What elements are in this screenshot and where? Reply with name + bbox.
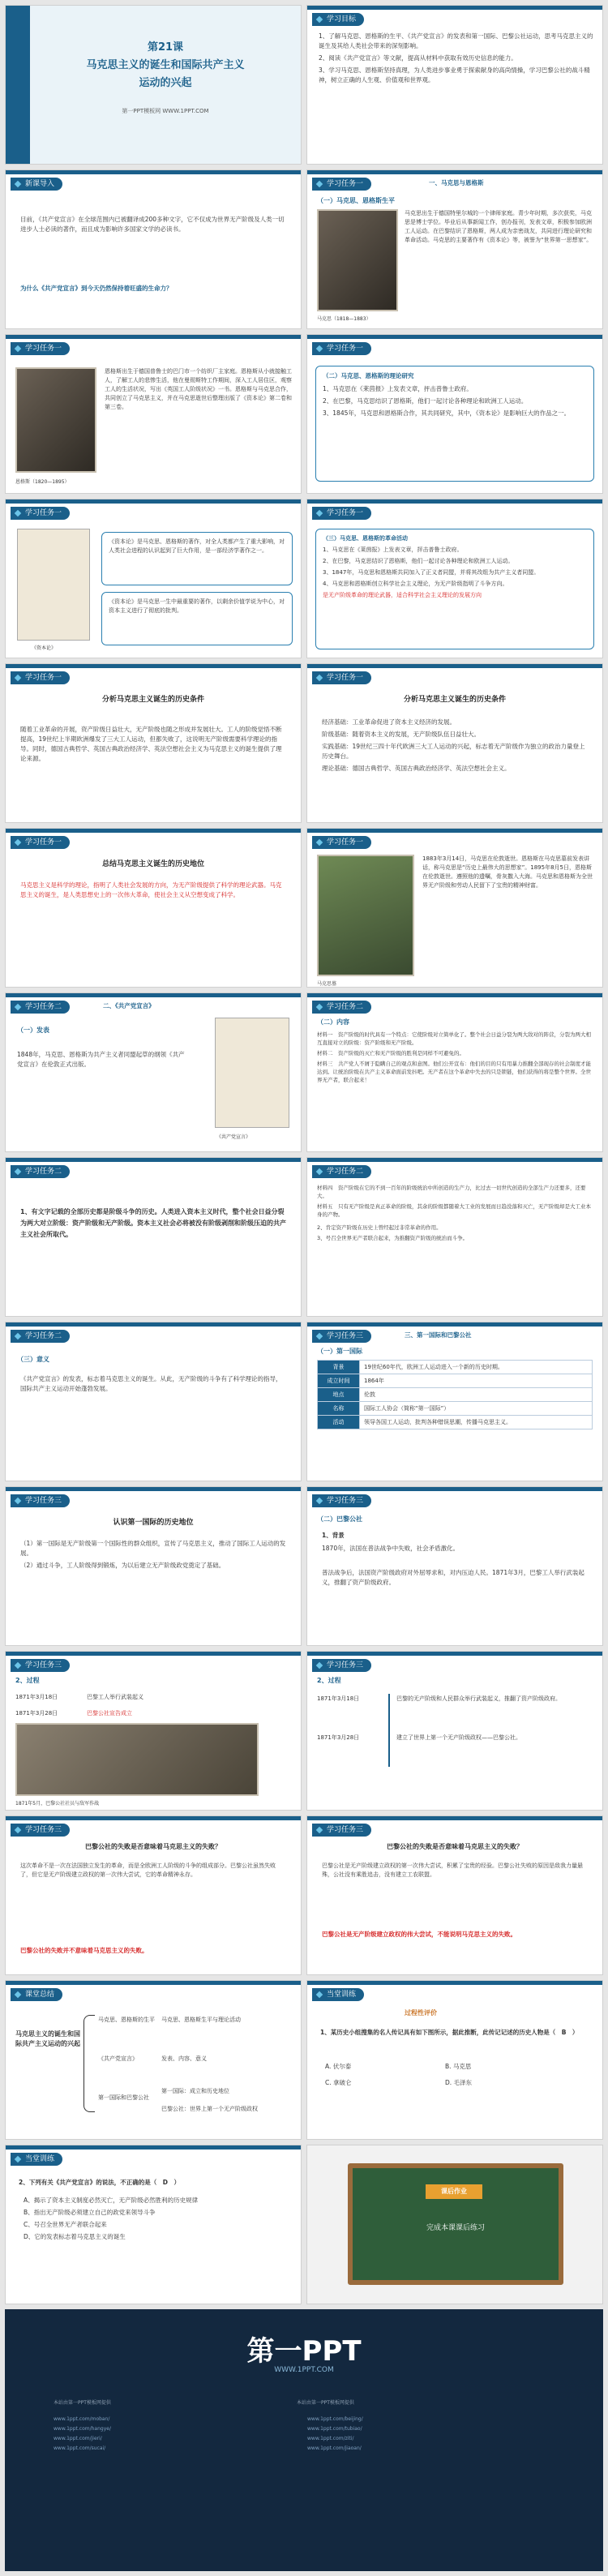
slide-title: 分析马克思主义诞生的历史条件 bbox=[101, 696, 204, 704]
slide-title: 总结马克思主义诞生的历史地位 bbox=[101, 860, 204, 868]
row-key: 背景 bbox=[318, 1361, 360, 1374]
leaf-2: 发表、内容、意义 bbox=[161, 2055, 207, 2062]
commune-background-slide bbox=[306, 1486, 603, 1646]
failure-conclusion: 巴黎公社是无产阶级建立政权的伟大尝试，不能说明马克思主义的失败。 bbox=[322, 1931, 516, 1938]
engels-slide bbox=[5, 334, 302, 494]
date-2: 1871年3月28日 bbox=[15, 1710, 58, 1717]
footer-col-2: 本站由第一PPT模板网提供 bbox=[297, 2400, 354, 2406]
chalkboard bbox=[348, 2163, 563, 2285]
footer-url: WWW.1PPT.COM bbox=[274, 2366, 334, 2374]
leaf-4: 巴黎公社：世界上第一个无产阶级政权 bbox=[161, 2106, 258, 2112]
slide-title: 巴黎公社的失败是否意味着马克思主义的失败？ bbox=[85, 1843, 221, 1850]
condition-item: 实践基础：19世纪三四十年代欧洲三大工人运动的兴起，标志着无产阶级作为独立的政治力量登上历史舞台。 bbox=[322, 743, 585, 760]
title-slide bbox=[5, 5, 302, 165]
activities-box bbox=[315, 529, 594, 649]
international-status-slide bbox=[5, 1486, 302, 1646]
section-title: 三、第一国际和巴黎公社 bbox=[405, 1331, 472, 1339]
slide-header: 当堂训练 bbox=[11, 2153, 62, 2166]
slide-header: 学习任务三 bbox=[11, 1494, 70, 1507]
event-1: 巴黎工人举行武装起义 bbox=[87, 1694, 143, 1700]
table-row bbox=[318, 1402, 593, 1416]
option-b: B、指出无产阶级必须建立自己的政党来领导斗争 bbox=[24, 2209, 156, 2216]
quote-box-2: 《资本论》是马克思一生中最重要的著作，以剩余价值学说为中心，对资本主义进行了彻底的批判。 bbox=[101, 592, 293, 645]
row-key: 成立时间 bbox=[318, 1374, 360, 1388]
marx-tomb-photo bbox=[317, 855, 414, 976]
slide-header: 学习任务一 bbox=[11, 671, 70, 684]
failure-question-slide bbox=[5, 1815, 302, 1975]
significance-slide bbox=[5, 1322, 302, 1481]
branch-3: 第一国际和巴黎公社 bbox=[98, 2094, 149, 2101]
row-value: 国际工人协会（简称“第一国际”） bbox=[360, 1402, 593, 1416]
quiz-question: 1、某历史小组搜集的名人传记具有如下图所示，据此推断，此传记记述的历史人物是（ B ） bbox=[320, 2029, 579, 2036]
slide-header: 学习任务二 bbox=[312, 1001, 371, 1014]
sub-heading: （二）内容 bbox=[317, 1018, 349, 1026]
marx-slide bbox=[306, 169, 603, 329]
material-item: 材料一 资产阶级的时代具有一个特点：它使阶级对立简单化了。整个社会日益分裂为两大敌对的阵营，分裂为两大相互直接对立的阶级：资产阶级和无产阶级。 bbox=[317, 1031, 591, 1046]
footer-link[interactable]: www.1ppt.com/ziti/ bbox=[307, 2436, 354, 2441]
leaf-3: 第一国际：成立和历史地位 bbox=[161, 2088, 229, 2094]
slide-header: 学习任务三 bbox=[312, 1330, 371, 1343]
slide-header: 学习任务一 bbox=[11, 836, 70, 849]
capital-slide bbox=[5, 499, 302, 658]
capital-book-image bbox=[17, 529, 90, 641]
material-item: 材料四 资产阶级在它的不到一百年的阶级统治中所创造的生产力，比过去一切世代创造的全部生产力还要多，还要大。 bbox=[317, 1185, 586, 1199]
footer-links bbox=[54, 2415, 556, 2454]
answer-item: 2、肯定资产阶级在历史上曾经起过非常革命的作用。 bbox=[317, 1224, 442, 1231]
leaf-1: 马克思、恩格斯生平与理论活动 bbox=[161, 2017, 241, 2023]
option-d: D. 毛泽东 bbox=[445, 2079, 473, 2086]
objective-item: 2、阅读《共产党宣言》等文献，提高从材料中获取有效历史信息的能力。 bbox=[319, 54, 517, 62]
footer-link[interactable]: www.1ppt.com/beijing/ bbox=[307, 2416, 363, 2422]
section-title: 一、马克思与恩格斯 bbox=[429, 179, 484, 186]
intro-question: 为什么《共产党宣言》到今天仍然保持着旺盛的生命力？ bbox=[20, 285, 173, 292]
status-list bbox=[20, 1539, 286, 1573]
footer-col-1: 本站由第一PPT模板网提供 bbox=[54, 2400, 111, 2406]
slide-header: 学习任务二 bbox=[312, 1165, 371, 1178]
activity-item: 1、马克思在《莱茵报》上发表文章，抨击普鲁士政府。 bbox=[323, 546, 463, 553]
row-value: 领导各国工人运动，批判各种错误思潮，传播马克思主义。 bbox=[360, 1416, 593, 1429]
assessment-badge: 过程性评价 bbox=[405, 2009, 437, 2017]
table-row bbox=[318, 1388, 593, 1402]
slide-header: 当堂训练 bbox=[312, 1988, 364, 2001]
sub-heading: （一）发表 bbox=[17, 1027, 49, 1034]
portrait-caption: 马克思（1818—1883） bbox=[317, 316, 371, 322]
slide-header: 学习任务一 bbox=[312, 507, 371, 520]
sub-heading: （二）马克思、恩格斯的理论研究 bbox=[323, 372, 414, 379]
slide-header: 课堂总结 bbox=[11, 1988, 62, 2001]
commune-process-slide bbox=[5, 1651, 302, 1811]
theory-item: 2、在巴黎，马克思结识了恩格斯，他们一起讨论各种理论和欧洲工人运动。 bbox=[323, 397, 528, 405]
event-2: 建立了世界上第一个无产阶级政权——巴黎公社。 bbox=[396, 1734, 521, 1741]
row-value: 19世纪60年代，欧洲工人运动进入一个新的历史时期。 bbox=[360, 1361, 593, 1374]
background-text-2: 普法战争后，法国资产阶级政府对外屈辱求和，对内压迫人民。1871年3月，巴黎工人举行武装起义，推翻了资产阶级政府。 bbox=[322, 1569, 584, 1586]
option-c: C. 拿破仑 bbox=[325, 2079, 352, 2086]
sub-heading: 2、过程 bbox=[15, 1677, 40, 1684]
activities-slide bbox=[306, 499, 603, 658]
footer-link[interactable]: www.1ppt.com/sucai/ bbox=[54, 2445, 106, 2451]
status-paragraph: 马克思主义是科学的理论，指明了人类社会发展的方向，为无产阶级提供了科学的理论武器。马克思主义的诞生，是人类思想史上的一次伟大革命，使社会主义从空想变成了科学。 bbox=[20, 881, 282, 898]
branch-2: 《共产党宣言》 bbox=[98, 2055, 138, 2062]
portrait-caption: 恩格斯（1820—1895） bbox=[15, 479, 70, 485]
book-caption: 《资本论》 bbox=[32, 645, 57, 651]
materials-slide bbox=[306, 1157, 603, 1317]
tomb-slide bbox=[306, 828, 603, 988]
material-item: 材料五 只有无产阶级是真正革命的阶级，其余的阶级都随着大工业的发展而日趋没落和灭亡，无产阶级却是大工业本身的产物。 bbox=[317, 1203, 591, 1218]
slide-header: 学习任务二 bbox=[11, 1001, 70, 1014]
theory-slide bbox=[306, 334, 603, 494]
brand-text: 第一PPT模板网 WWW.1PPT.COM bbox=[122, 108, 209, 114]
highlight-text: 是无产阶级革命的理论武器，适合科学社会主义理论的发展方向 bbox=[323, 592, 482, 598]
date-1: 1871年3月18日 bbox=[15, 1694, 58, 1700]
sub-heading: （三）马克思、恩格斯的革命活动 bbox=[323, 535, 408, 542]
material-item: 材料二 资产阶级的灭亡和无产阶级的胜利是同样不可避免的。 bbox=[317, 1050, 465, 1057]
conditions-slide bbox=[5, 663, 302, 823]
sub-heading: （三）意义 bbox=[17, 1356, 49, 1363]
summary-root: 马克思主义的诞生和国际共产主义运动的兴起 bbox=[15, 2030, 80, 2047]
theory-item: 3、1845年，马克思和恩格斯合作，其共同研究，其中，《资本论》是影响巨大的作品之一。 bbox=[323, 409, 571, 417]
theory-item: 1、马克思在《莱茵报》上发表文章，抨击普鲁士政府。 bbox=[323, 385, 473, 392]
option-a: A. 伏尔泰 bbox=[325, 2063, 352, 2070]
significance-paragraph: 《共产党宣言》的发表，标志着马克思主义的诞生。从此，无产阶级的斗争有了科学理论的指导，国际共产主义运动开始蓬勃发展。 bbox=[20, 1375, 282, 1392]
intro-slide bbox=[5, 169, 302, 329]
international-table bbox=[317, 1360, 593, 1429]
summary-slide bbox=[5, 1980, 302, 2140]
activity-item: 2、在巴黎，马克思结识了恩格斯，他们一起讨论各种理论和欧洲工人运动。 bbox=[323, 558, 514, 564]
objective-item: 3、学习马克思、恩格斯坚持真理，为人类进步事业勇于探索献身的高尚情操，学习巴黎公社的战斗精神，树立正确的人生观、价值观和世界观。 bbox=[319, 66, 590, 84]
row-value: 1864年 bbox=[360, 1374, 593, 1388]
slide-header: 学习任务三 bbox=[312, 1824, 371, 1837]
materials-list bbox=[317, 1031, 594, 1087]
background-text: 1870年，法国在普法战争中失败，社会矛盾激化。 bbox=[322, 1545, 460, 1552]
event-2: 巴黎公社宣告成立 bbox=[87, 1710, 132, 1717]
engels-bio: 恩格斯出生于德国普鲁士的巴门市一个纺织厂主家庭。恩格斯从小就接触工人，了解工人的悲惨生活，他在曼彻斯特工作期间，深入工人居住区，观察工人的生活状况，写出《英国工人阶级状况》一书。恩格斯与马克思合作，共同创立了马克思主义，并在马克思逝世后整理出版了《资本论》第二卷和第三卷。 bbox=[105, 368, 292, 410]
date-2: 1871年3月28日 bbox=[317, 1734, 360, 1741]
failure-paragraph: 这次革命不是一次在法国独立发生的革命，而是全欧洲工人阶级的斗争的组成部分。巴黎公社虽然失败了，但它是无产阶级建立政权的第一次伟大尝试，它的革命精神永存。 bbox=[20, 1862, 276, 1878]
conditions-list-slide bbox=[306, 663, 603, 823]
footer-logo: 第一PPT bbox=[246, 2335, 362, 2368]
objective-item: 1、了解马克思、恩格斯的生平、《共产党宣言》的发表和第一国际、巴黎公社运动，思考马克思主义的诞生及其给人类社会带来的深刻影响。 bbox=[319, 32, 593, 49]
section-title: 二、《共产党宣言》 bbox=[103, 1002, 155, 1009]
footer-link[interactable]: www.1ppt.com/hangye/ bbox=[54, 2426, 111, 2432]
activity-item: 3、1847年，马克思和恩格斯共同加入了正义者同盟，并将其改组为共产主义者同盟。 bbox=[323, 569, 540, 576]
homework-text: 完成本课课后练习 bbox=[426, 2224, 485, 2232]
footer-link[interactable]: www.1ppt.com/moban/ bbox=[54, 2416, 110, 2422]
slide-header: 学习任务一 bbox=[312, 836, 371, 849]
brace bbox=[83, 2015, 95, 2112]
content-slide bbox=[306, 992, 603, 1152]
row-key: 名称 bbox=[318, 1402, 360, 1416]
slide-header: 学习任务一 bbox=[312, 178, 371, 191]
footer-link[interactable]: www.1ppt.com/jiaoan/ bbox=[307, 2445, 362, 2451]
battle-painting bbox=[15, 1723, 259, 1796]
option-c: C、号召全世界无产者联合起来 bbox=[24, 2221, 107, 2228]
condition-item: 经济基础：工业革命促进了资本主义经济的发展。 bbox=[322, 718, 456, 726]
slide-header: 学习任务三 bbox=[312, 1659, 371, 1672]
condition-item: 阶级基础：随着资本主义的发展，无产阶级队伍日益壮大。 bbox=[322, 731, 480, 738]
slide-title: 分析马克思主义诞生的历史条件 bbox=[403, 696, 506, 704]
footer-link[interactable]: www.1ppt.com/tubiao/ bbox=[307, 2426, 362, 2432]
material-item: 材料三 共产党人不屑于隐瞒自己的观点和意图。他们公开宣布：他们的目的只有用暴力推翻全部现存的社会制度才能达到。让统治阶级在共产主义革命面前发抖吧。无产者在这个革命中失去的只是锁链，他们获得的将是整个世界。全世界无产者，联合起来！ bbox=[317, 1061, 591, 1083]
slide-header: 学习任务一 bbox=[312, 671, 371, 684]
engels-portrait bbox=[15, 367, 96, 473]
timeline-line bbox=[388, 1694, 390, 1767]
slide-header: 学习任务三 bbox=[312, 1494, 371, 1507]
status-item: （2）通过斗争，工人阶级得到锻炼，为以后建立无产阶级政党奠定了基础。 bbox=[20, 1562, 225, 1569]
answer-item: 3、号召全世界无产者联合起来，为推翻资产阶级的统治而斗争。 bbox=[317, 1235, 469, 1241]
status-item: （1）第一国际是无产阶级第一个国际性的群众组织，宣传了马克思主义，推动了国际工人运动的发展。 bbox=[20, 1540, 286, 1557]
slide-title: 巴黎公社的失败是否意味着马克思主义的失败？ bbox=[387, 1843, 523, 1850]
lesson-number: 第21课 bbox=[147, 41, 184, 54]
theory-box bbox=[315, 366, 594, 482]
date-1: 1871年3月18日 bbox=[317, 1695, 360, 1702]
manifesto-slide bbox=[5, 992, 302, 1152]
option-a: A、揭示了资本主义制度必然灭亡，无产阶级必然胜利的历史规律 bbox=[24, 2197, 199, 2204]
objectives-slide bbox=[306, 5, 603, 165]
class-struggle-slide bbox=[5, 1157, 302, 1317]
slide-header: 新课导入 bbox=[11, 178, 62, 191]
slide-header: 学习任务三 bbox=[11, 1659, 70, 1672]
intro-paragraph: 目前，《共产党宣言》在全球范围内已被翻译成200多种文字，它不仅成为世界无产阶级及人类一切进步人士必读的著作，而且成为影响许多国家文学的必读书。 bbox=[20, 216, 285, 233]
row-key: 地点 bbox=[318, 1388, 360, 1402]
sub-heading: 2、过程 bbox=[317, 1677, 341, 1684]
painting-caption: 1871年5月，巴黎公社社员与敌军作战 bbox=[15, 1801, 100, 1807]
footer-link[interactable]: www.1ppt.com/jieri/ bbox=[54, 2436, 102, 2441]
slide-header: 学习任务二 bbox=[11, 1330, 70, 1343]
title-line-3: 运动的兴起 bbox=[139, 77, 192, 89]
table-row bbox=[318, 1416, 593, 1429]
quote-box-1: 《资本论》是马克思、恩格斯的著作，对全人类都产生了重大影响，对人类社会进程的认识起到了巨大作用，是一部经济学著作之一。 bbox=[101, 532, 293, 585]
row-key: 活动 bbox=[318, 1416, 360, 1429]
sub-heading: （一）第一国际 bbox=[317, 1348, 362, 1355]
failure-paragraph: 巴黎公社是无产阶级建立政权的第一次伟大尝试，积累了宝贵的经验。巴黎公社失败的原因是敌我力量悬殊，公社没有乘胜追击，没有建立工农联盟。 bbox=[322, 1862, 583, 1878]
quiz-question: 2、下列有关《共产党宣言》的说法，不正确的是（ D ） bbox=[19, 2179, 180, 2186]
table-row bbox=[318, 1361, 593, 1374]
manifesto-paragraph: 1848年，马克思、恩格斯为共产主义者同盟起草的纲领《共产党宣言》在伦敦正式出版。 bbox=[17, 1051, 185, 1068]
struggle-paragraph: 1、有文字记载的全部历史都是阶级斗争的历史。人类进入资本主义时代，整个社会日益分裂为两大对立阶级：资产阶级和无产阶级。资本主义社会必将被没有阶级剥削和阶级压迫的共产主义社会所取代。 bbox=[20, 1208, 286, 1238]
slide-header: 学习任务二 bbox=[11, 1165, 70, 1178]
objectives-list bbox=[319, 32, 594, 88]
conditions-paragraph: 随着工业革命的开展，资产阶级日益壮大，无产阶级也随之形成并发展壮大。工人的阶级觉悟不断提高，19世纪上半期欧洲爆发了三大工人运动，但都失败了，这说明无产阶级需要科学理论的指导。同时，德国古典哲学、英国古典政治经济学、英法空想社会主义为马克思主义的诞生提供了理论来源。 bbox=[20, 726, 282, 762]
option-d: D、它的发表标志着马克思主义的诞生 bbox=[24, 2233, 126, 2240]
failure-conclusion: 巴黎公社的失败并不意味着马克思主义的失败。 bbox=[20, 1947, 148, 1954]
marx-bio: 马克思出生于德国特里尔城的一个律师家庭。青少年时期，多次获奖，马克思是博士学位。毕业后从事新闻工作，创办报刊，发表文章，积极参加欧洲工人运动。在巴黎结识了恩格斯，两人成为亲密战友，共同进行理论研究和革命活动。马克思的主要著作有《资本论》等，被誉为“世界第一思想家”。 bbox=[405, 210, 593, 243]
photo-caption: 马克思墓 bbox=[317, 981, 337, 987]
conditions-list bbox=[322, 718, 591, 776]
event-1: 巴黎的无产阶级和人民群众举行武装起义，推翻了资产阶级政府。 bbox=[396, 1695, 561, 1702]
failure-answer-slide bbox=[306, 1815, 603, 1975]
homework-label: 课后作业 bbox=[426, 2184, 482, 2199]
slide-header: 学习任务一 bbox=[312, 342, 371, 355]
footer-panel bbox=[5, 2309, 603, 2571]
commune-timeline-slide bbox=[306, 1651, 603, 1811]
materials-list bbox=[317, 1184, 594, 1245]
branch-1: 马克思、恩格斯的生平 bbox=[98, 2017, 155, 2023]
sub-heading: （二）巴黎公社 bbox=[317, 1515, 362, 1523]
marx-portrait bbox=[317, 209, 398, 311]
sub-heading: （一）马克思、恩格斯生平 bbox=[317, 197, 395, 204]
slide-header: 学习任务一 bbox=[11, 342, 70, 355]
slide-title: 认识第一国际的历史地位 bbox=[113, 1519, 194, 1527]
first-international-slide bbox=[306, 1322, 603, 1481]
slide-header: 学习目标 bbox=[312, 13, 364, 26]
quiz-1-slide bbox=[306, 1980, 603, 2140]
quiz-options bbox=[24, 2196, 289, 2244]
cover-caption: 《共产党宣言》 bbox=[216, 1134, 251, 1140]
homework-slide bbox=[306, 2145, 603, 2304]
option-b: B. 马克思 bbox=[445, 2063, 472, 2070]
row-value: 伦敦 bbox=[360, 1388, 593, 1402]
title-line-2: 马克思主义的诞生和国际共产主义 bbox=[86, 59, 245, 71]
background-label: 1、背景 bbox=[322, 1532, 345, 1539]
status-slide bbox=[5, 828, 302, 988]
manifesto-cover-image bbox=[215, 1018, 289, 1128]
activity-item: 4、马克思和恩格斯创立科学社会主义理论，为无产阶级指明了斗争方向。 bbox=[323, 581, 508, 587]
condition-item: 理论基础：德国古典哲学、英国古典政治经济学、英法空想社会主义。 bbox=[322, 765, 511, 772]
slide-header: 学习任务一 bbox=[11, 507, 70, 520]
table-row bbox=[318, 1374, 593, 1388]
tomb-paragraph: 1883年3月14日，马克思在伦敦逝世。恩格斯在马克思墓前发表讲话，称马克思是“历史上最伟大的思想家”。1895年8月5日，恩格斯在伦敦逝世。遵照他的遗嘱，骨灰撒入大海。马克思和恩格斯为全世界无产阶级和劳动人民留下了宝贵的精神财富。 bbox=[422, 855, 593, 889]
quiz-2-slide bbox=[5, 2145, 302, 2304]
slide-header: 学习任务三 bbox=[11, 1824, 70, 1837]
